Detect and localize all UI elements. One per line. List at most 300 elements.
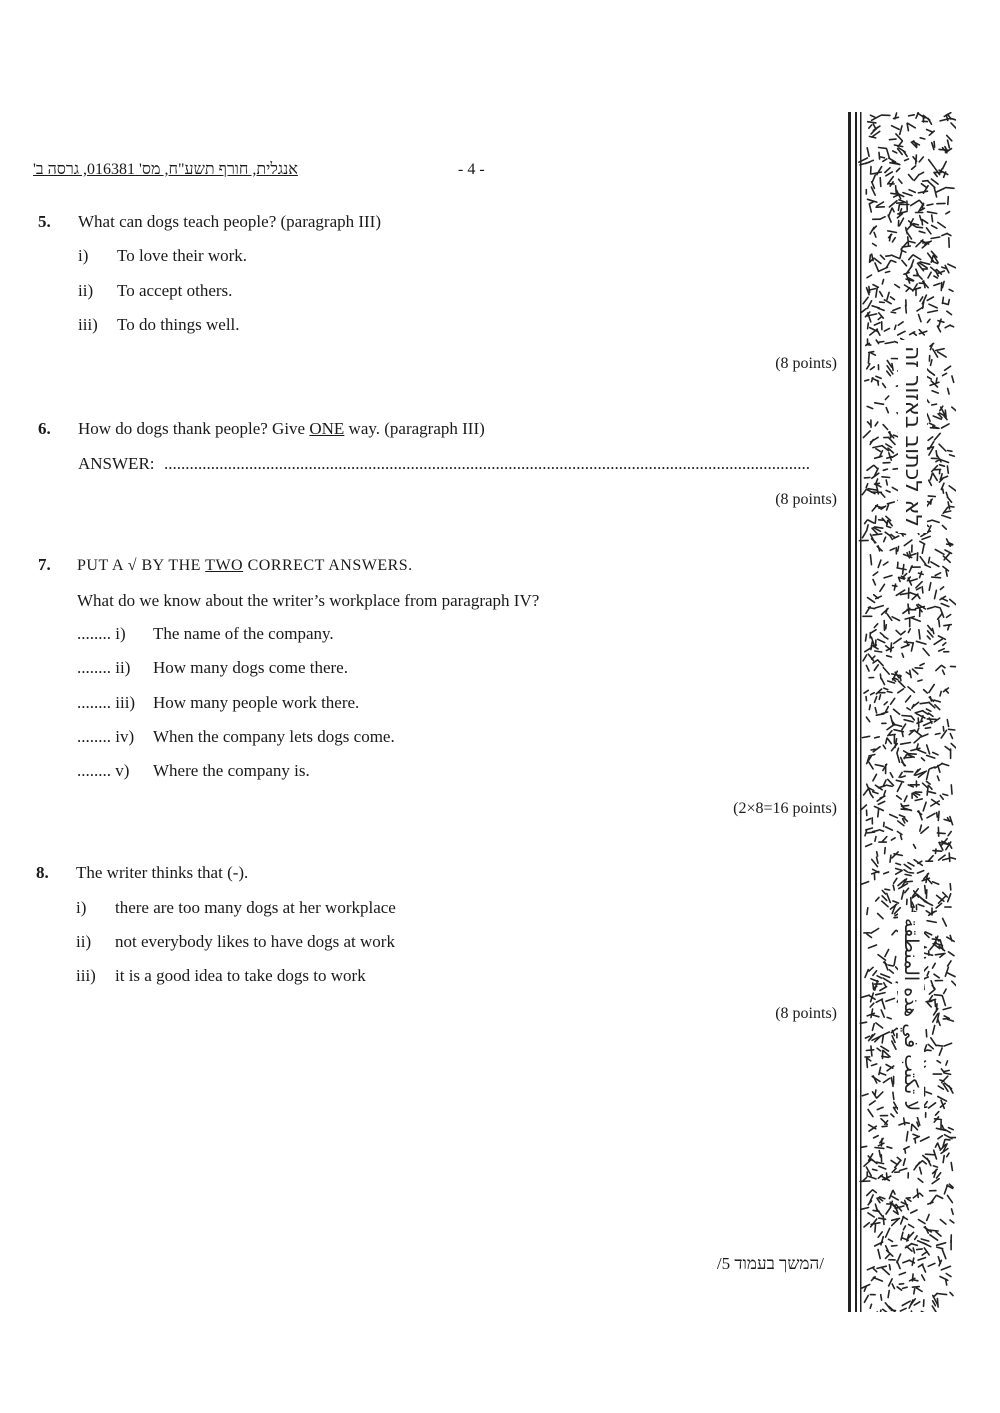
hatch-dash: [944, 113, 951, 117]
points-label: (2×8=16 points): [733, 800, 837, 817]
hatch-dash: [929, 480, 932, 485]
hatch-dash: [862, 1094, 868, 1096]
hatch-dash: [928, 272, 931, 278]
hatch-dash: [946, 188, 954, 189]
hatch-dash: [950, 455, 955, 457]
hatch-dash: [889, 970, 893, 973]
hatch-dash: [924, 1102, 927, 1106]
hatch-dash: [929, 713, 934, 716]
hatch-dash: [930, 343, 934, 346]
hatch-dash: [952, 1209, 954, 1214]
hatch-dash: [914, 845, 916, 849]
hatch-dash: [897, 568, 906, 570]
hatch-dash: [927, 813, 935, 817]
hatch-dash: [898, 322, 903, 325]
hatch-dash: [890, 815, 898, 818]
hatch-dash: [939, 444, 946, 451]
hatch-dash: [921, 1311, 928, 1312]
hatch-dash: [866, 484, 868, 488]
checkbox-option-marker[interactable]: ........ iv): [77, 727, 135, 746]
hatch-dash: [931, 237, 940, 239]
hatch-dash: [875, 606, 883, 608]
hatch-dash: [901, 743, 911, 745]
hatch-dash: [914, 175, 919, 181]
question-5-number: 5.: [38, 212, 51, 231]
hatch-dash: [944, 989, 946, 993]
hatch-dash: [937, 1173, 941, 1178]
hatch-dash: [928, 631, 933, 637]
hatch-dash: [927, 719, 936, 720]
hatch-dash: [882, 712, 888, 714]
hatch-dash: [895, 1206, 904, 1208]
hatch-dash: [923, 1161, 927, 1164]
hatch-dash: [901, 242, 907, 249]
hatch-dash: [921, 1137, 930, 1141]
hatch-dash: [948, 264, 956, 268]
hatch-dash: [927, 1159, 931, 1166]
hatch-dash: [899, 1284, 903, 1285]
hatch-dash: [920, 557, 926, 565]
hatch-dash: [874, 323, 880, 326]
hatch-dash: [875, 708, 876, 713]
hatch-dash: [884, 576, 892, 578]
hatch-dash: [911, 1210, 917, 1213]
hatch-dash: [882, 901, 888, 907]
hatch-dash: [929, 160, 934, 167]
hatch-dash: [878, 639, 885, 642]
hatch-dash: [884, 688, 888, 690]
hatch-dash: [931, 562, 939, 567]
hatch-dash: [883, 562, 888, 565]
hatch-dash: [875, 651, 882, 652]
checkbox-option-marker[interactable]: ........ iii): [77, 693, 136, 712]
hatch-dash: [927, 319, 930, 322]
answer-line[interactable]: ........................................................................................................................................................: [164, 454, 810, 473]
hatch-dash: [918, 1179, 923, 1183]
hatch-dash: [897, 832, 902, 835]
hatch-dash: [863, 531, 867, 538]
hatch-dash: [921, 184, 927, 188]
hatch-dash: [937, 1045, 943, 1046]
hatch-dash: [943, 1008, 951, 1010]
hatch-dash: [946, 212, 950, 214]
hatch-dash: [884, 822, 885, 826]
hatch-dash: [920, 216, 921, 221]
hatch-dash: [949, 1128, 954, 1130]
hatch-dash: [947, 1153, 949, 1157]
hatch-dash: [882, 1126, 887, 1127]
hatch-dash: [945, 967, 948, 976]
hatch-dash: [922, 220, 928, 224]
hatch-dash: [888, 779, 894, 785]
hatch-dash: [869, 967, 873, 971]
hatch-dash: [896, 186, 897, 193]
hatch-dash: [874, 232, 876, 237]
hatch-dash: [887, 656, 892, 657]
question-5-text: What can dogs teach people? (paragraph III): [78, 212, 382, 231]
hatch-dash: [886, 271, 890, 272]
hatch-dash: [883, 1216, 884, 1225]
hatch-dash: [938, 1019, 940, 1025]
hatch-dash: [946, 493, 948, 497]
hatch-dash: [867, 1190, 872, 1195]
hatch-dash: [892, 1196, 899, 1200]
hatch-dash: [946, 1274, 951, 1277]
hatch-dash: [949, 853, 950, 861]
hatch-pattern: [859, 113, 956, 1312]
hatch-dash: [886, 1254, 890, 1258]
hatch-dash: [881, 157, 885, 158]
question-7-instruction: PUT A √ BY THE TWO CORRECT ANSWERS.: [77, 557, 413, 574]
hatch-dash: [929, 583, 931, 591]
hatch-dash: [878, 560, 881, 567]
hatch-dash: [875, 981, 878, 990]
hatch-dash: [933, 473, 938, 480]
hatch-dash: [933, 851, 942, 852]
hatch-dash: [884, 702, 887, 705]
hatch-dash: [906, 305, 907, 313]
hatch-dash: [906, 672, 910, 674]
hatch-dash: [949, 1086, 953, 1093]
hatch-dash: [881, 1295, 882, 1300]
hatch-dash: [891, 698, 895, 704]
hatch-dash: [887, 505, 889, 510]
hatch-dash: [913, 333, 916, 336]
hatch-dash: [931, 981, 934, 989]
hatch-dash: [941, 1266, 950, 1270]
hatch-dash: [871, 749, 875, 750]
hatch-dash: [928, 607, 935, 609]
hatch-dash: [864, 1296, 868, 1303]
hatch-dash: [928, 311, 938, 313]
hatch-dash: [893, 901, 899, 903]
hatch-dash: [919, 231, 925, 233]
hatch-dash: [881, 974, 890, 977]
option-text: How many people work there.: [153, 693, 360, 712]
hatch-dash: [913, 1248, 914, 1253]
hatch-dash: [935, 1143, 937, 1147]
hatch-dash: [885, 962, 888, 970]
hatch-dash: [870, 367, 874, 370]
hatch-dash: [923, 711, 929, 715]
hatch-dash: [927, 228, 931, 234]
hatch-dash: [882, 280, 883, 284]
hatch-dash: [886, 827, 893, 830]
hatch-dash: [914, 738, 919, 743]
hatch-dash: [887, 692, 892, 693]
hatch-dash: [922, 758, 925, 761]
hatch-dash: [951, 123, 956, 129]
hatch-dash: [948, 451, 952, 452]
hatch-dash: [909, 175, 913, 180]
hatch-dash: [882, 1268, 889, 1274]
hatch-dash: [945, 325, 950, 328]
hatch-dash: [951, 744, 956, 750]
hatch-dash: [896, 780, 903, 782]
hatch-dash: [912, 1258, 914, 1265]
hatch-dash: [940, 692, 941, 696]
hatch-dash: [867, 466, 873, 471]
hatch-dash: [878, 914, 884, 919]
hatch-dash: [899, 179, 902, 183]
hatch-dash: [927, 1050, 931, 1051]
hatch-dash: [934, 700, 940, 702]
hatch-dash: [872, 1024, 874, 1031]
hatch-dash: [933, 1026, 935, 1035]
hatch-dash: [904, 864, 911, 869]
hatch-dash: [902, 891, 904, 900]
hatch-dash: [887, 738, 891, 744]
hatch-dash: [911, 201, 919, 206]
checkbox-option-marker[interactable]: ........ i): [77, 624, 126, 643]
hatch-dash: [902, 1301, 910, 1305]
hatch-dash: [886, 261, 890, 268]
hatch-dash: [901, 776, 905, 777]
hatch-dash: [940, 795, 943, 799]
hatch-dash: [879, 695, 880, 700]
hatch-dash: [879, 148, 887, 149]
hatch-dash: [945, 1135, 953, 1139]
hatch-dash: [900, 1168, 907, 1170]
hatch-dash: [902, 246, 910, 247]
hatch-dash: [924, 722, 933, 726]
hatch-dash: [867, 275, 872, 278]
hatch-dash: [922, 587, 923, 593]
hatch-dash: [867, 908, 868, 915]
hatch-dash: [873, 285, 878, 288]
hatch-dash: [925, 565, 931, 568]
hatch-dash: [922, 1275, 925, 1280]
hatch-dash: [914, 224, 919, 225]
question-8-number: 8.: [36, 863, 49, 882]
hatch-dash: [941, 604, 949, 607]
hatch-dash: [877, 329, 880, 335]
hatch-dash: [952, 407, 956, 411]
hatch-dash: [948, 300, 949, 305]
hatch-dash: [865, 1036, 869, 1038]
hatch-dash: [909, 1224, 914, 1227]
hatch-dash: [892, 208, 894, 212]
hatch-dash: [906, 1132, 907, 1141]
hatch-dash: [903, 1260, 910, 1263]
hatch-dash: [928, 626, 932, 631]
hatch-dash: [924, 1243, 931, 1247]
hatch-dash: [883, 384, 886, 388]
hatch-dash: [892, 1284, 894, 1289]
hatch-dash: [877, 1107, 883, 1109]
hatch-dash: [920, 1193, 923, 1196]
hatch-dash: [869, 204, 871, 212]
hatch-dash: [924, 901, 932, 905]
hatch-dash: [930, 428, 938, 429]
hatch-dash: [935, 1119, 942, 1120]
hatch-dash: [897, 168, 900, 171]
hatch-dash: [937, 1294, 947, 1295]
hatch-dash: [891, 312, 895, 313]
hatch-dash: [905, 881, 912, 882]
hatch-dash: [916, 240, 923, 247]
hatch-dash: [861, 882, 868, 885]
question-6-number: 6.: [38, 419, 51, 438]
hatch-dash: [873, 1169, 877, 1170]
hatch-dash: [877, 857, 879, 863]
hatch-dash: [905, 1123, 909, 1124]
points-label: (8 points): [775, 355, 837, 372]
hatch-dash: [872, 172, 882, 174]
hatch-dash: [889, 965, 894, 966]
hatch-dash: [870, 1003, 874, 1007]
hatch-dash: [925, 886, 926, 894]
hatch-dash: [884, 872, 889, 874]
hatch-dash: [869, 125, 872, 128]
hatch-dash: [865, 380, 869, 381]
hatch-dash: [912, 705, 914, 709]
checkbox-option-marker[interactable]: ........ ii): [77, 658, 131, 677]
hatch-dash: [929, 703, 935, 708]
hatch-dash: [942, 515, 951, 518]
hatch-dash: [942, 1250, 946, 1259]
hatch-dash: [871, 693, 875, 695]
exam-code-header: אנגלית, חורף תשע"ח, מס' 016381, גרסה ב': [33, 161, 298, 178]
hatch-dash: [869, 287, 870, 293]
hatch-dash: [928, 879, 932, 884]
hatch-dash: [869, 762, 873, 769]
hatch-dash: [923, 649, 929, 656]
hatch-dash: [943, 727, 944, 731]
hatch-dash: [934, 141, 935, 147]
hatch-dash: [898, 331, 905, 335]
hatch-dash: [922, 1264, 925, 1272]
hatch-dash: [899, 1273, 905, 1275]
hatch-dash: [904, 870, 908, 872]
hatch-dash: [927, 1001, 932, 1002]
hatch-dash: [933, 963, 936, 968]
hatch-dash: [879, 152, 880, 159]
hatch-dash: [902, 724, 906, 730]
hatch-dash: [874, 624, 877, 628]
hatch-dash: [927, 972, 929, 976]
hatch-dash: [947, 720, 948, 727]
hatch-dash: [930, 767, 935, 769]
hatch-dash: [909, 115, 915, 116]
hatch-dash: [943, 373, 947, 375]
hatch-dash: [938, 222, 946, 227]
hatch-dash: [932, 404, 937, 405]
hatch-dash: [926, 781, 930, 784]
hatch-dash: [868, 598, 875, 603]
hatch-dash: [912, 1124, 917, 1129]
hatch-dash: [893, 308, 900, 311]
hatch-dash: [879, 1166, 886, 1169]
hatch-dash: [920, 664, 924, 666]
hatch-dash: [887, 292, 889, 299]
hatch-dash: [943, 858, 950, 860]
hatch-dash: [929, 557, 930, 563]
hatch-dash: [920, 572, 922, 578]
hatch-dash: [915, 668, 922, 669]
hatch-dash: [943, 1156, 944, 1163]
hatch-dash: [935, 705, 940, 710]
hatch-dash: [948, 894, 951, 902]
hatch-dash: [951, 1163, 952, 1171]
hatch-dash: [911, 643, 913, 651]
hatch-dash: [927, 755, 935, 758]
hatch-dash: [950, 599, 956, 606]
hatch-dash: [908, 123, 916, 128]
hatch-dash: [923, 783, 928, 787]
hatch-dash: [901, 631, 905, 635]
hatch-dash: [885, 532, 890, 536]
hatch-dash: [911, 618, 920, 621]
hatch-dash: [872, 1064, 877, 1066]
hatch-dash: [894, 584, 895, 590]
hatch-dash: [944, 625, 951, 626]
hatch-dash: [938, 811, 939, 820]
hatch-dash: [886, 490, 890, 492]
hatch-dash: [940, 1277, 948, 1281]
hatch-dash: [949, 289, 953, 291]
hatch-dash: [876, 993, 885, 995]
hatch-dash: [862, 309, 867, 313]
hatch-dash: [932, 215, 933, 222]
hatch-dash: [863, 1177, 866, 1180]
option-text: How many dogs come there.: [153, 658, 348, 677]
hatch-dash: [873, 792, 878, 794]
hatch-dash: [931, 500, 932, 504]
hatch-dash: [878, 810, 879, 817]
hatch-dash: [906, 228, 908, 234]
question-7-text: What do we know about the writer’s workplace from paragraph IV?: [77, 591, 540, 610]
hatch-dash: [936, 459, 940, 461]
hatch-dash: [928, 1003, 932, 1007]
hatch-dash: [860, 1022, 866, 1023]
hatch-dash: [897, 1287, 902, 1290]
option-text: To do things well.: [117, 315, 240, 334]
hatch-dash: [945, 366, 951, 370]
hatch-dash: [936, 666, 941, 671]
hatch-dash: [870, 1101, 876, 1105]
hatch-dash: [887, 614, 892, 620]
hatch-dash: [935, 733, 940, 734]
hatch-dash: [881, 493, 885, 497]
hatch-dash: [898, 205, 899, 211]
hatch-dash: [883, 425, 888, 430]
hatch-dash: [943, 794, 948, 795]
hatch-dash: [869, 136, 875, 138]
hatch-dash: [894, 117, 899, 118]
checkbox-option-marker[interactable]: ........ v): [77, 761, 130, 780]
hatch-dash: [904, 720, 913, 722]
hatch-dash: [892, 1246, 897, 1247]
hatch-dash: [885, 396, 888, 400]
hatch-dash: [903, 1159, 905, 1166]
hatch-dash: [887, 1017, 891, 1018]
hatch-dash: [938, 1143, 940, 1149]
hatch-dash: [911, 1125, 912, 1131]
hatch-dash: [879, 267, 888, 271]
hatch-dash: [918, 904, 924, 906]
hatch-dash: [909, 241, 915, 242]
hatch-dash: [929, 1230, 938, 1231]
hatch-dash: [880, 796, 885, 798]
hatch-dash: [946, 1279, 947, 1285]
hatch-dash: [875, 456, 882, 458]
question-7-number: 7.: [38, 555, 51, 574]
hatch-dash: [937, 776, 939, 780]
hatch-dash: [930, 473, 932, 480]
hatch-dash: [945, 747, 950, 751]
hatch-dash: [943, 489, 944, 493]
